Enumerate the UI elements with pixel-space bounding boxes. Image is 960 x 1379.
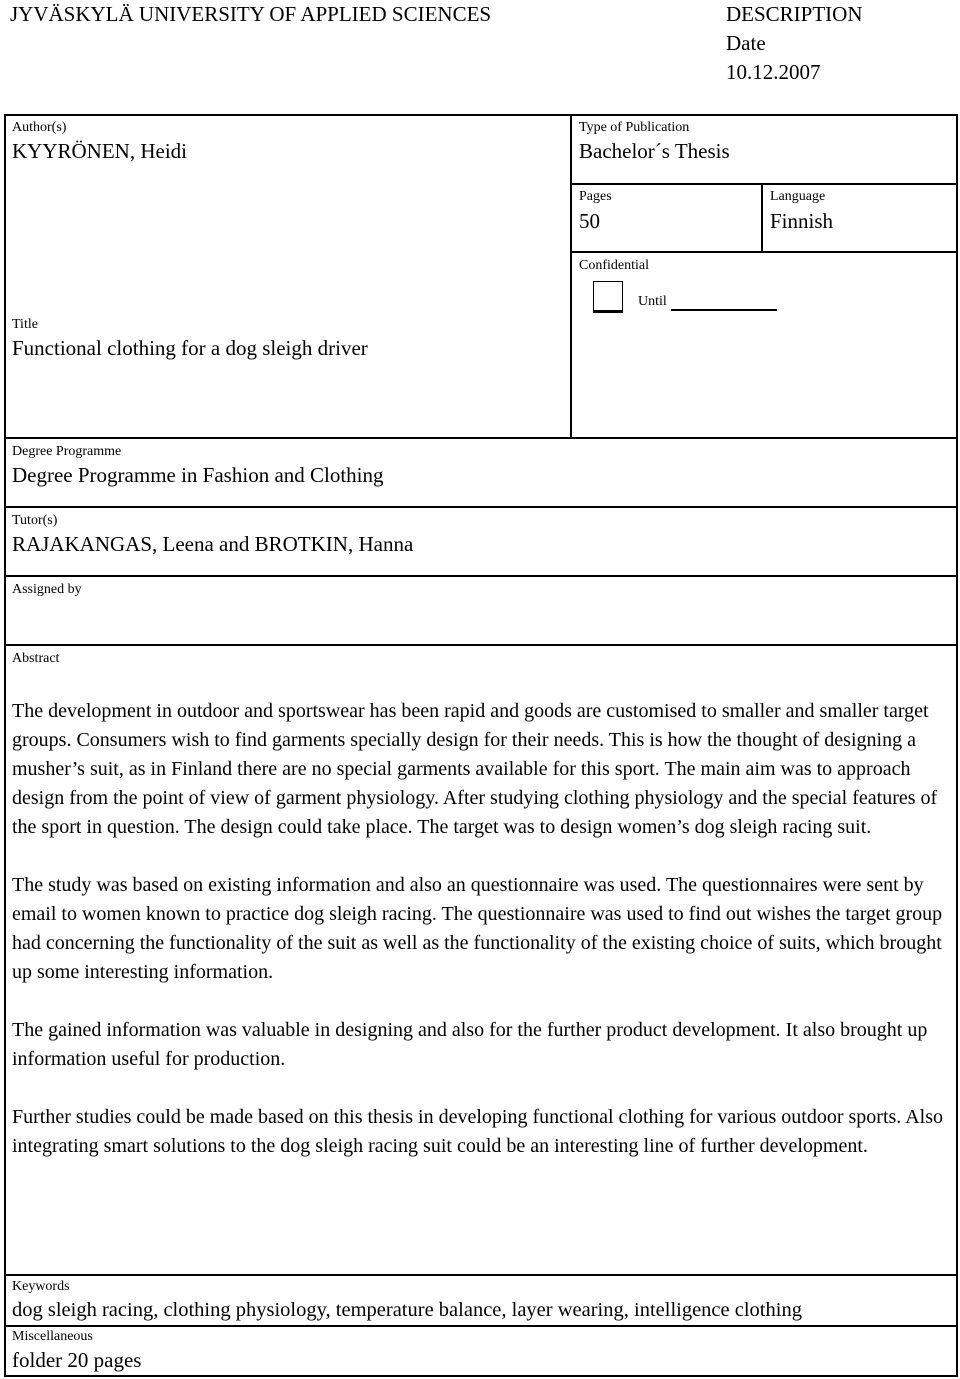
abstract-body [12,697,952,1161]
divider-abstract [4,1274,958,1276]
date-value: 10.12.2007 [726,60,821,84]
divider-title [4,437,958,439]
tutors-label: Tutor(s) [12,513,58,528]
divider-pages-language [761,183,763,252]
divider-vertical-main [570,114,572,439]
date-label: Date [726,31,766,55]
divider-tutors [4,575,958,577]
assigned-by-label: Assigned by [12,582,82,597]
title-value: Functional clothing for a dog sleigh driver [12,336,368,360]
miscellaneous-value: folder 20 pages [12,1348,142,1372]
doc-type: DESCRIPTION [726,2,863,26]
until-label: Until [638,294,667,309]
abstract-paragraph: The study was based on existing information and also an questionnaire was used. The questionnaires were sent by email to women known to practice dog sleigh racing. The questionnaire was used to find out wishes the target group had concerning the functionality of the suit as well as the functionality of the existing choice of suits, which brought up some interesting information. [12,874,943,983]
title-label: Title [12,317,38,332]
divider-pages [570,251,958,253]
divider-assigned [4,644,958,646]
abstract-label: Abstract [12,651,60,666]
author-value: KYYRÖNEN, Heidi [12,139,187,163]
checkbox-underline [593,311,623,313]
divider-pubtype [570,183,958,185]
until-field[interactable] [671,309,777,311]
confidential-checkbox[interactable] [593,281,623,311]
keywords-label: Keywords [12,1279,70,1294]
publication-type-value: Bachelor´s Thesis [579,139,730,163]
language-label: Language [770,189,826,204]
divider-degree [4,506,958,508]
degree-programme-label: Degree Programme [12,444,122,459]
abstract-paragraph: Further studies could be made based on this thesis in developing functional clothing for various outdoor sports. Also integrating smart solutions to the dog sleigh racing suit could be an interesting line of further development. [12,1106,943,1157]
tutors-value: RAJAKANGAS, Leena and BROTKIN, Hanna [12,532,414,556]
pages-value: 50 [579,209,600,233]
author-label: Author(s) [12,120,67,135]
pages-label: Pages [579,189,612,204]
confidential-label: Confidential [579,258,649,273]
abstract-paragraph: The development in outdoor and sportswear has been rapid and goods are customised to smaller and smaller target groups. Consumers wish to find garments specially design for their needs. This is how the thought of designing a musher’s suit, as in Finland there are no special garments available for this sport. The main aim was to approach design from the point of view of garment physiology. After studying clothing physiology and the special features of the sport in question. The design could take place. The target was to design women’s dog sleigh racing suit. [12,700,938,838]
divider-keywords [4,1325,958,1327]
keywords-value: dog sleigh racing, clothing physiology, temperature balance, layer wearing, intelligence clothing [12,1299,802,1321]
degree-programme-value: Degree Programme in Fashion and Clothing [12,463,384,487]
publication-type-label: Type of Publication [579,120,690,135]
language-value: Finnish [770,209,834,233]
university-name: JYVÄSKYLÄ UNIVERSITY OF APPLIED SCIENCES [10,2,492,26]
abstract-paragraph: The gained information was valuable in designing and also for the further product development. It also brought up information useful for production. [12,1019,928,1070]
miscellaneous-label: Miscellaneous [12,1329,93,1344]
